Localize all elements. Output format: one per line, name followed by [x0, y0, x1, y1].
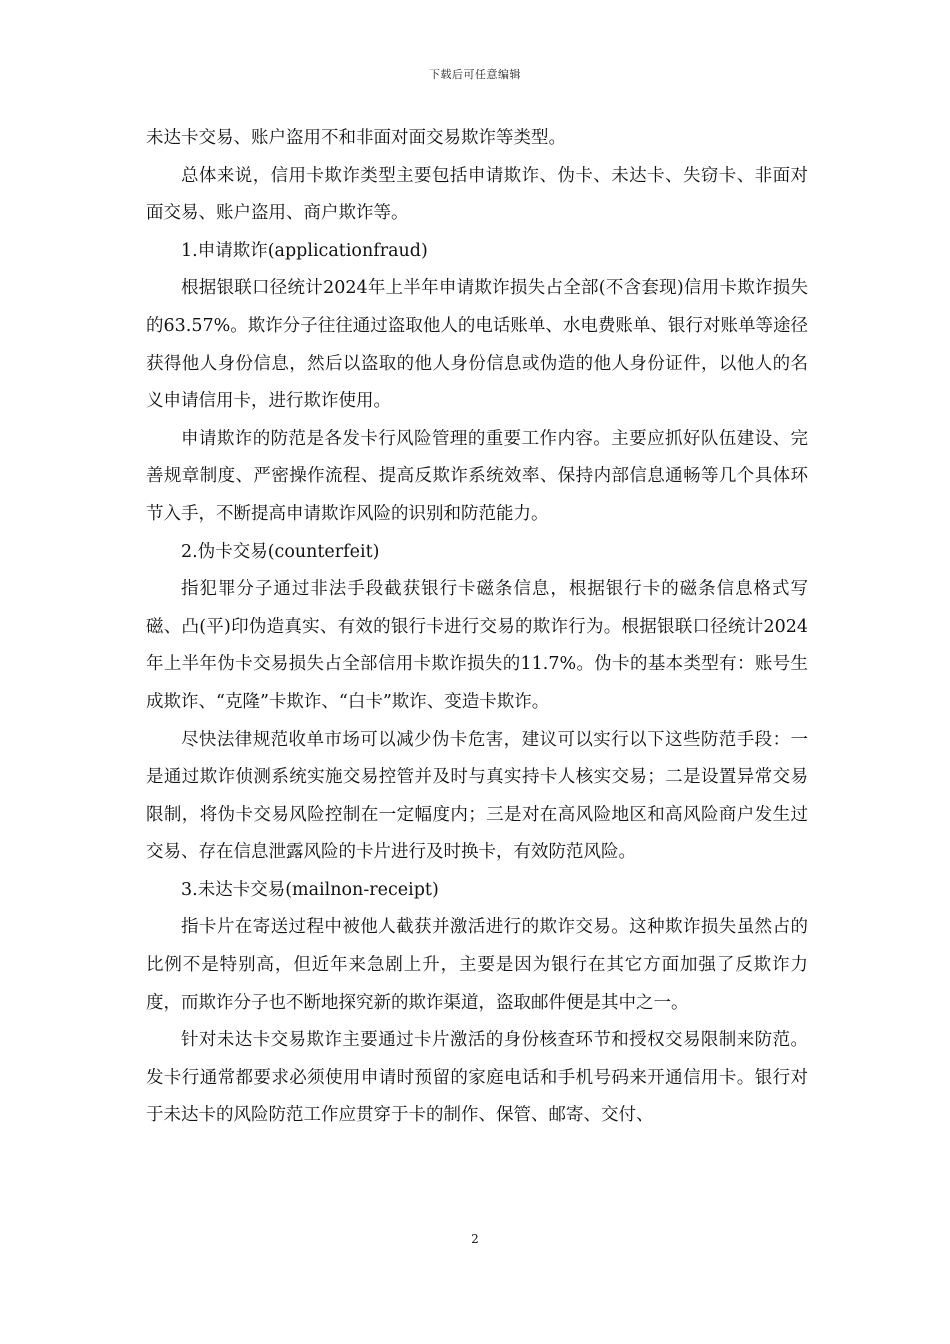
section-heading: 1.申请欺诈(applicationfraud)	[181, 240, 428, 261]
paragraph: 总体来说，信用卡欺诈类型主要包括申请欺诈、伪卡、未达卡、失窃卡、非面对面交易、账户盗用、商户欺诈等。	[146, 165, 808, 224]
paragraph: 指犯罪分子通过非法手段截获银行卡磁条信息，根据银行卡的磁条信息格式写磁、凸(平)印伪造真实、有效的银行卡进行交易的欺诈行为。根据银联口径统计2024年上半年伪卡交易损失占全部信用卡欺诈损失的11.7%。伪卡的基本类型有：账号生成欺诈、“克隆”卡欺诈、“白卡”欺诈、变造卡欺诈。	[146, 579, 808, 712]
document-body	[146, 120, 808, 1135]
page-header: 下载后可任意编辑	[429, 68, 521, 81]
section-heading: 2.伪卡交易(counterfeit)	[181, 541, 380, 562]
paragraph: 未达卡交易、账户盗用不和非面对面交易欺诈等类型。	[146, 128, 566, 148]
paragraph: 申请欺诈的防范是各发卡行风险管理的重要工作内容。主要应抓好队伍建设、完善规章制度、严密操作流程、提高反欺诈系统效率、保持内部信息通畅等几个具体环节入手，不断提高申请欺诈风险的识别和防范能力。	[146, 428, 808, 524]
paragraph: 针对未达卡交易欺诈主要通过卡片激活的身份核查环节和授权交易限制来防范。发卡行通常都要求必须使用申请时预留的家庭电话和手机号码来开通信用卡。银行对于未达卡的风险防范工作应贯穿于卡的制作、保管、邮寄、交付、	[146, 1030, 808, 1126]
paragraph: 指卡片在寄送过程中被他人截获并激活进行的欺诈交易。这种欺诈损失虽然占的比例不是特别高，但近年来急剧上升，主要是因为银行在其它方面加强了反欺诈力度，而欺诈分子也不断地探究新的欺诈渠道，盗取邮件便是其中之一。	[146, 917, 808, 1013]
page-number: 2	[471, 1232, 479, 1246]
section-heading: 3.未达卡交易(mailnon-receipt)	[181, 879, 439, 900]
paragraph: 尽快法律规范收单市场可以减少伪卡危害，建议可以实行以下这些防范手段：一是通过欺诈侦测系统实施交易控管并及时与真实持卡人核实交易；二是设置异常交易限制，将伪卡交易风险控制在一定幅度内；三是对在高风险地区和高风险商户发生过交易、存在信息泄露风险的卡片进行及时换卡，有效防范风险。	[146, 729, 808, 863]
paragraph: 根据银联口径统计2024年上半年申请欺诈损失占全部(不含套现)信用卡欺诈损失的63.57%。欺诈分子往往通过盗取他人的电话账单、水电费账单、银行对账单等途径获得他人身份信息，然后以盗取的他人身份信息或伪造的他人身份证件，以他人的名义申请信用卡，进行欺诈使用。	[146, 278, 808, 412]
